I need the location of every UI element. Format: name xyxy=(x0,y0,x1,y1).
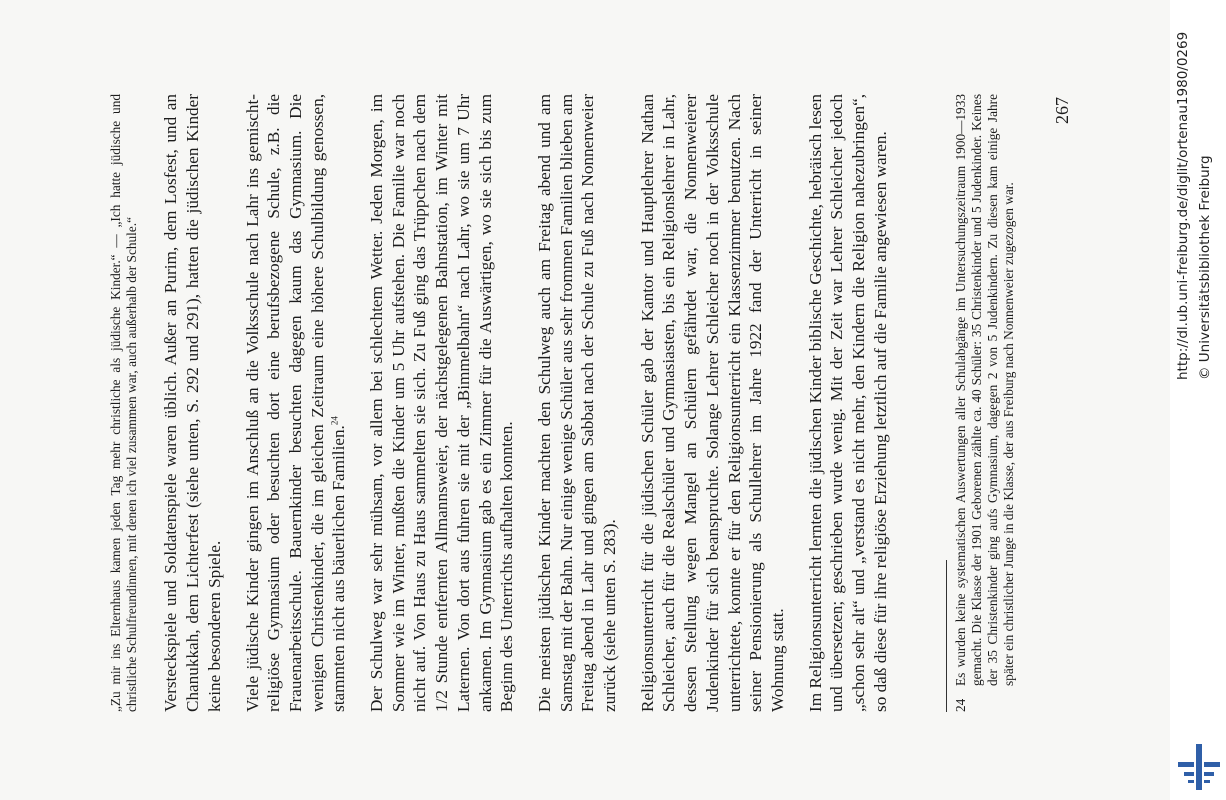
paragraph-4: Die meisten jüdischen Kinder machten den Schulweg auch am Freitag abend und am Samstag mit der Bahn. Nur einige wenige Schüler aus sehr frommen Familien blieben am Freitag abend in Lahr und gingen am Sabbat nach der Schule zu Fuß nach Nonnenweier zurück (siehe unten S. 283). xyxy=(534,94,620,712)
footnote-text: Es wurden keine systematischen Auswertungen aller Schulabgänge im Untersuchungszeitraum 1900—1933 gemacht. Die Klasse der 1901 Geborenen zählte ca. 40 Schüler: 35 Christenkinder und 5 Judenkinder. Keines der 35 Christenkinder ging aufs Gymnasium, dagegen 2 von 5 Judenkindern. Zu diesen kam einige Jahre später ein christlicher Junge in die Klasse, der aus Freiburg nach Nonnenweier zugezogen war. xyxy=(953,94,1016,686)
paragraph-3: Der Schulweg war sehr mühsam, vor allem bei schlechtem Wetter. Jeden Morgen, im Sommer wie im Winter, mußten die Kinder um 5 Uhr aufstehen. Die Familie war noch nicht auf. Von Haus zu Haus sammelten sie sich. Zu Fuß ging das Trüppchen nach dem 1/2 Stunde entfernten Allmannsweier, der nächstgelegenen Bahnstation, im Winter mit Laternen. Von dort aus fuhren sie mit der „Bimmelbahn“ nach Lahr, wo sie um 7 Uhr ankamen. Im Gymnasium gab es ein Zimmer für die Auswärtigen, wo sie sich bis zum Beginn des Unterrichts aufhalten konnten. xyxy=(367,94,517,712)
paragraph-5: Religionsunterricht für die jüdischen Schüler gab der Kantor und Hauptlehrer Nathan Schleicher, auch für die Realschüler und Gymnasiasten, bis ein Religionslehrer in Lahr, dessen Stellung wegen Mangel an Schülern gefährdet war, die Nonnenweierer Judenkinder für sich beanspruchte. Solange Lehrer Schleicher noch in der Volksschule unterrichtete, konnte er für den Religionsunterricht ein Klassenzimmer benutzen. Nach seiner Pensionierung als Schullehrer im Jahre 1922 fand der Unterricht in seiner Wohnung statt. xyxy=(637,94,787,712)
footnote-divider xyxy=(946,560,947,712)
copyright-notice: © Universitätsbibliothek Freiburg xyxy=(1197,155,1213,380)
footnote-area xyxy=(946,94,1017,712)
footnote xyxy=(953,94,1017,712)
paragraph-1: Versteckspiele und Soldatenspiele waren üblich. Außer an Purim, dem Losfest, und an Chanukkah, dem Lichterfest (siehe unten, S. 292 und 291), hatten die jüdischen Kinder keine besonderen Spiele. xyxy=(161,94,224,712)
footnote-reference: 24 xyxy=(329,416,340,426)
paragraph-2 xyxy=(242,94,351,712)
page-number: 267 xyxy=(1052,97,1072,124)
ub-freiburg-logo-icon xyxy=(1176,744,1222,790)
quote-paragraph: „Zu mir ins Elternhaus kamen jeden Tag mehr christliche als jüdische Kinder.“ — „Ich hatte jüdische und christliche Schulfreundinnen, mit denen ich viel zusammen war, auch außerhalb der Schule.“ xyxy=(108,94,140,712)
page-body xyxy=(108,94,908,712)
footnote-number: 24 xyxy=(953,698,968,712)
paragraph-2-text: Viele jüdische Kinder gingen im Anschluß an die Volksschule nach Lahr ins gemischt-religiöse Gymnasium oder besuchten dort eine berufsbezogene Schule, z.B. die Frauenarbeitsschule. Bauernkinder besuchten dagegen kaum das Gymnasium. Die wenigen Christenkinder, die im gleichen Zeitraum eine höhere Schulbildung genossen, stammten nicht aus bäuerlichen Familien. xyxy=(242,94,349,712)
paragraph-6: Im Religionsunterricht lernten die jüdischen Kinder biblische Geschichte, hebräisch lesen und übersetzen; geschrieben wurde wenig. Mit der Zeit war Lehrer Schleicher jedoch „schon sehr alt“ und „verstand es nicht mehr, den Kindern die Religion nahezubringen“, so daß diese für ihre religiöse Erziehung letztlich auf die Familie angewiesen waren. xyxy=(805,94,890,712)
source-url-link[interactable]: http://dl.ub.uni-freiburg.de/diglit/ortenau1980/0269 xyxy=(1175,31,1191,380)
rotated-page xyxy=(0,94,1170,800)
